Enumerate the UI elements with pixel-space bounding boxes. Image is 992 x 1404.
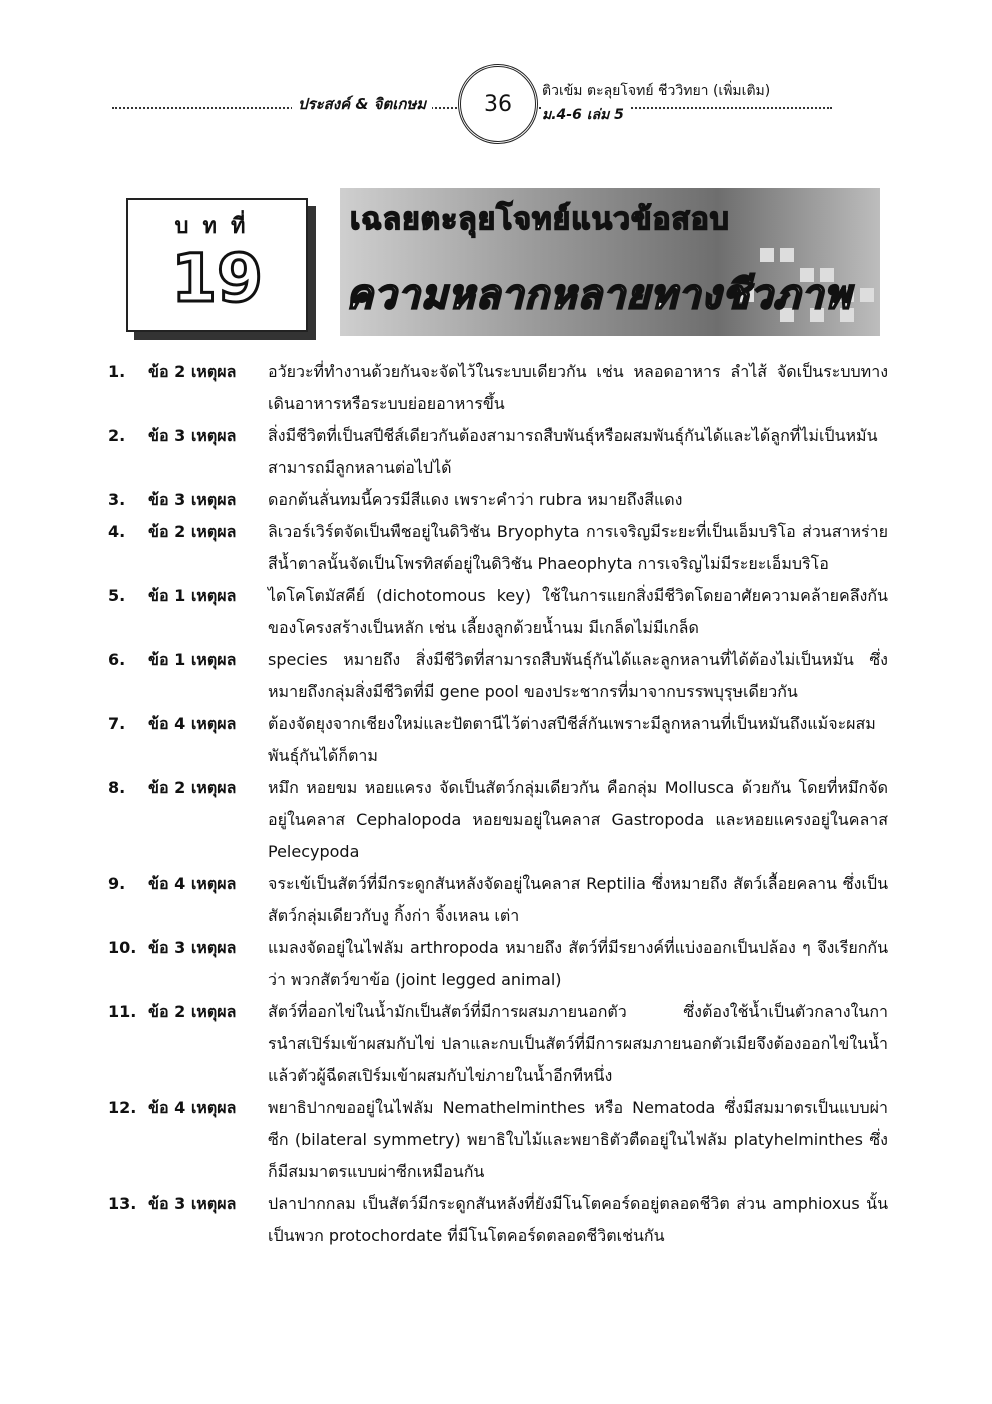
- answer-choice: ข้อ 1 เหตุผล: [148, 586, 237, 605]
- answer-number: 6.: [108, 650, 126, 669]
- answer-item: [108, 868, 888, 932]
- answer-number: 5.: [108, 586, 126, 605]
- answer-reason: จระเข้เป็นสัตว์ที่มีกระดูกสันหลังจัดอยู่ในคลาส Reptilia ซึ่งหมายถึง สัตว์เลื้อยคลาน ซึ่งเป็นสัตว์กลุ่มเดียวกับงู กิ้งก่า จิ้งเหลน เต่า: [268, 874, 888, 925]
- answer-choice: ข้อ 2 เหตุผล: [148, 1002, 237, 1021]
- chapter-title-line2: ความหลากหลายทางชีวภาพ: [346, 272, 852, 318]
- answer-number: 10.: [108, 938, 137, 957]
- answer-list: [108, 356, 888, 1252]
- answer-item: [108, 516, 888, 580]
- answer-number: 12.: [108, 1098, 137, 1117]
- answer-number: 4.: [108, 522, 126, 541]
- answer-choice: ข้อ 3 เหตุผล: [148, 938, 237, 957]
- chapter-title-line1: เฉลยตะลุยโจทย์แนวข้อสอบ: [350, 202, 730, 237]
- answer-choice: ข้อ 3 เหตุผล: [148, 426, 237, 445]
- answer-reason: แมลงจัดอยู่ในไฟลัม arthropoda หมายถึง สัตว์ที่มีรยางค์ที่แบ่งออกเป็นปล้อง ๆ จึงเรียกกันว่า พวกสัตว์ขาข้อ (joint legged animal): [268, 938, 888, 989]
- answer-choice: ข้อ 2 เหตุผล: [148, 522, 237, 541]
- answer-reason: ดอกต้นลั่นทมนี้ควรมีสีแดง เพราะคำว่า rubra หมายถึงสีแดง: [268, 490, 683, 509]
- answer-item: [108, 644, 888, 708]
- answer-choice: ข้อ 1 เหตุผล: [148, 650, 237, 669]
- answer-item: [108, 1188, 888, 1252]
- answer-item: [108, 708, 888, 772]
- page-number: 36: [458, 64, 538, 144]
- book-title: ติวเข้ม ตะลุยโจทย์ ชีววิทยา (เพิ่มเติม): [542, 83, 771, 99]
- answer-item: [108, 420, 888, 484]
- chapter-badge: [126, 198, 308, 332]
- answer-number: 3.: [108, 490, 126, 509]
- answer-item: [108, 772, 888, 868]
- answer-reason: สิ่งมีชีวิตที่เป็นสปีชีส์เดียวกันต้องสามารถสืบพันธุ์หรือผสมพันธุ์กันได้และได้ลูกที่ไม่เป็นหมัน สามารถมีลูกหลานต่อไปได้: [268, 426, 878, 477]
- answer-item: [108, 1092, 888, 1188]
- chapter-number: 19: [171, 240, 263, 317]
- answer-choice: ข้อ 2 เหตุผล: [148, 778, 237, 797]
- answer-item: [108, 356, 888, 420]
- book-level: ม.4-6 เล่ม 5: [542, 104, 630, 126]
- answer-choice: ข้อ 4 เหตุผล: [148, 1098, 237, 1117]
- answer-choice: ข้อ 3 เหตุผล: [148, 490, 237, 509]
- answer-reason: หมึก หอยขม หอยแครง จัดเป็นสัตว์กลุ่มเดียวกัน คือกลุ่ม Mollusca ด้วยกัน โดยที่หมึกจัดอยู่ในคลาส Cephalopoda หอยขมอยู่ในคลาส Gastropoda และหอยแครงอยู่ในคลาส Pelecypoda: [268, 778, 888, 861]
- answer-reason: พยาธิปากขออยู่ในไฟลัม Nemathelminthes หรือ Nematoda ซึ่งมีสมมาตรเป็นแบบผ่าซีก (bilateral symmetry) พยาธิใบไม้และพยาธิตัวตืดอยู่ในไฟลัม platyhelminthes ซึ่งก็มีสมมาตรแบบผ่าซีกเหมือนกัน: [268, 1098, 888, 1181]
- answer-choice: ข้อ 3 เหตุผล: [148, 1194, 237, 1213]
- answer-item: [108, 580, 888, 644]
- answer-number: 1.: [108, 362, 126, 381]
- answer-choice: ข้อ 4 เหตุผล: [148, 714, 237, 733]
- answer-item: [108, 484, 888, 516]
- answer-number: 8.: [108, 778, 126, 797]
- answer-number: 13.: [108, 1194, 137, 1213]
- answer-choice: ข้อ 4 เหตุผล: [148, 874, 237, 893]
- chapter-word: บทที่: [174, 214, 260, 239]
- answer-reason: species หมายถึง สิ่งมีชีวิตที่สามารถสืบพันธุ์กันได้และลูกหลานที่ได้ต้องไม่เป็นหมัน ซึ่งหมายถึงกลุ่มสิ่งมีชีวิตที่มี gene pool ของประชากรที่มาจากบรรพบุรุษเดียวกัน: [268, 650, 888, 701]
- answer-number: 9.: [108, 874, 126, 893]
- answer-item: [108, 932, 888, 996]
- answer-number: 11.: [108, 1002, 137, 1021]
- answer-reason: อวัยวะที่ทำงานด้วยกันจะจัดไว้ในระบบเดียวกัน เช่น หลอดอาหาร ลำไส้ จัดเป็นระบบทางเดินอาหารหรือระบบย่อยอาหารขึ้น: [268, 362, 888, 413]
- answer-item: [108, 996, 888, 1092]
- answer-reason: ลิเวอร์เวิร์ตจัดเป็นพืชอยู่ในดิวิชัน Bryophyta การเจริญมีระยะที่เป็นเอ็มบริโอ ส่วนสาหร่ายสีน้ำตาลนั้นจัดเป็นโพรทิสต์อยู่ในดิวิชัน Phaeophyta การเจริญไม่มีระยะเอ็มบริโอ: [268, 522, 888, 573]
- answer-reason: ต้องจัดยุงจากเชียงใหม่และปัตตานีไว้ต่างสปีชีส์กันเพราะมีลูกหลานที่เป็นหมันถึงแม้จะผสมพันธุ์กันได้ก็ตาม: [268, 714, 876, 765]
- answer-number: 2.: [108, 426, 126, 445]
- answer-number: 7.: [108, 714, 126, 733]
- author-name: ประสงค์ & จิตเกษม: [292, 92, 432, 116]
- answer-reason: สัตว์ที่ออกไข่ในน้ำมักเป็นสัตว์ที่มีการผสมภายนอกตัว ซึ่งต้องใช้น้ำเป็นตัวกลางในการนำสเปิร์มเข้าผสมกับไข่ ปลาและกบเป็นสัตว์ที่มีการผสมภายนอกตัวเมียจึงต้องออกไข่ในน้ำแล้วตัวผู้ฉีดสเปิร์มเข้าผสมกับไข่ภายในน้ำอีกทีหนึ่ง: [268, 1002, 888, 1085]
- answer-reason: ไดโคโตมัสคีย์ (dichotomous key) ใช้ในการแยกสิ่งมีชีวิตโดยอาศัยความคล้ายคลึงกันของโครงสร้างเป็นหลัก เช่น เลี้ยงลูกด้วยน้ำนม มีเกล็ดไม่มีเกล็ด: [268, 586, 888, 637]
- answer-reason: ปลาปากกลม เป็นสัตว์มีกระดูกสันหลังที่ยังมีโนโตคอร์ดอยู่ตลอดชีวิต ส่วน amphioxus นั้นเป็นพวก protochordate ที่มีโนโตคอร์ดตลอดชีวิตเช่นกัน: [268, 1194, 888, 1245]
- answer-choice: ข้อ 2 เหตุผล: [148, 362, 237, 381]
